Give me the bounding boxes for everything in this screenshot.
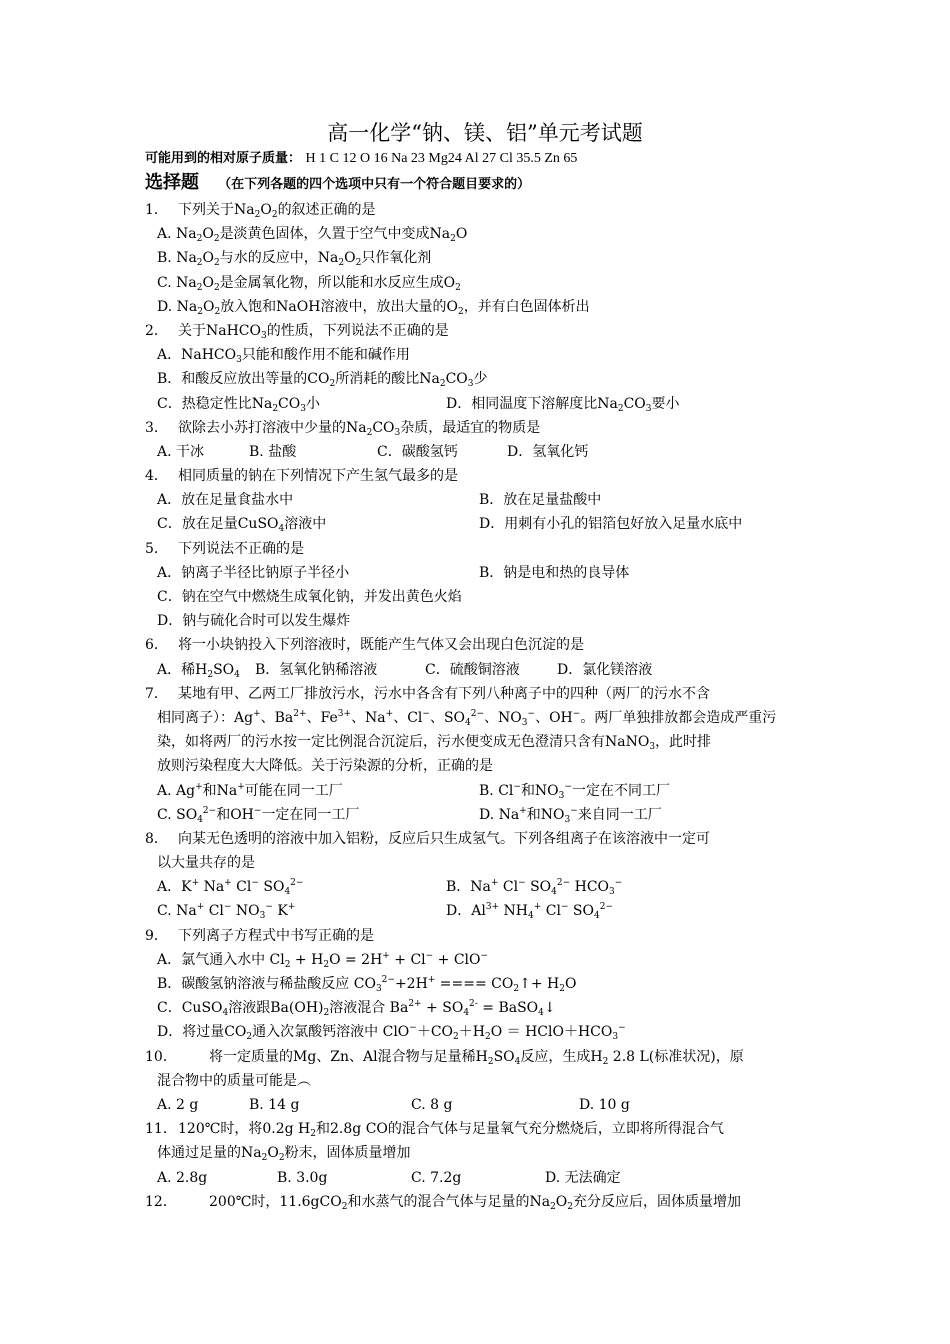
answer-option[interactable]: D．氢氧化钙 (507, 443, 589, 460)
question-stem-text: 将一定质量的Mg、Zn、Al混合物与足量稀$H_2SO_4$反应，生成$H_2$ 2.8 L(标准状况)，原 (209, 1048, 744, 1067)
question-number: 9． (145, 927, 168, 944)
answer-option[interactable]: A. Ag+和Na+可能在同一工厂 (157, 781, 343, 799)
question-stem (145, 319, 815, 343)
question-number: 12． (145, 1193, 177, 1210)
question-stem-text: 200℃时，11.6gCO$_2$和水蒸气的混合气体与足量的$Na_2O_2$充分反应后，固体质量增加 (209, 1193, 742, 1212)
answer-option[interactable]: D. 无法确定 (545, 1169, 621, 1186)
answer-option[interactable]: C. 8 g (411, 1096, 453, 1113)
answer-option[interactable]: B．Na+ Cl− $SO_4^{2-}$ $HCO_3^-$ (446, 878, 623, 898)
option-row (145, 367, 815, 391)
option-row (145, 246, 815, 270)
question-stem (145, 1190, 815, 1214)
question-stem-continued: 染，如将两厂的污水按一定比例混合沉淀后，污水便变成无色澄清只含有NaNO$_3$，此时排 (157, 734, 712, 753)
option-row (145, 392, 815, 416)
option-row (145, 875, 815, 899)
question-number: 1． (145, 202, 168, 218)
answer-option[interactable]: C. Na+ Cl− $NO_3^-$ K+ (157, 902, 296, 922)
answer-option[interactable]: A．钠离子半径比钠原子半径小 (157, 564, 350, 581)
answer-option[interactable]: C．硫酸铜溶液 (425, 661, 520, 678)
answer-option[interactable]: C．钠在空气中燃烧生成氧化钠，并发出黄色火焰 (157, 589, 462, 605)
question-stem-continued: 体通过足量的$Na_2O_2$粉末，固体质量增加 (157, 1145, 411, 1164)
atomic-masses-values: H 1 C 12 O 16 Na 23 Mg24 Al 27 Cl 35.5 Zn 65 (305, 151, 578, 166)
answer-option[interactable]: D．相同温度下溶解度比$Na_2CO_3$要小 (446, 395, 680, 414)
question-stem-text: 欲除去小苏打溶液中少量的$Na_2CO_3$杂质，最适宜的物质是 (178, 419, 541, 438)
answer-option[interactable]: D. Na+和$NO_3^-$来自同一工厂 (479, 805, 662, 825)
question-stem (145, 198, 815, 222)
option-row (145, 222, 815, 246)
question-stem (145, 1117, 815, 1141)
answer-option[interactable]: D. $Na_2O_2$放入饱和NaOH溶液中，放出大量的$O_2$，并有白色固体析出 (157, 298, 590, 317)
question-stem (145, 827, 815, 851)
answer-option[interactable]: A. 2.8g (157, 1169, 208, 1186)
question-stem-text: 下列关于$Na_2O_2$的叙述正确的是 (178, 202, 376, 220)
question-stem (145, 682, 815, 706)
question-stem-text: 关于NaHCO$_3$的性质，下列说法不正确的是 (178, 322, 449, 341)
option-row (145, 561, 815, 585)
question-stem (145, 464, 815, 488)
option-row (145, 1166, 815, 1190)
answer-option[interactable]: A．稀$H_2SO_4$ (157, 661, 240, 680)
option-row (145, 948, 815, 972)
question-stem (145, 633, 815, 657)
answer-option[interactable]: D．用刺有小孔的铝箔包好放入足量水底中 (479, 516, 743, 533)
question-list (145, 198, 815, 1214)
option-row (145, 512, 815, 536)
section-heading (145, 170, 815, 198)
answer-option[interactable]: C．CuSO$_4$溶液跟$Ba(OH)_2$溶液混合 $Ba^{2+} + SO_4^{2-}$ = BaSO$_4$↓ (157, 999, 556, 1019)
question-stem-text: 某地有甲、乙两工厂排放污水，污水中各含有下列八种离子中的四种（两厂的污水不含 (178, 685, 710, 702)
answer-option[interactable]: B．氢氧化钠稀溶液 (255, 661, 378, 678)
answer-option[interactable]: B．碳酸氢钠溶液与稀盐酸反应 $CO_3^{2-}+2H^+$ ==== $CO_2↑+ H_2O$ (157, 975, 577, 994)
option-row (145, 972, 815, 996)
question-stem-continued: 放则污染程度大大降低。关于污染源的分析，正确的是 (157, 758, 493, 775)
answer-option[interactable]: B. $Na_2O_2$与水的反应中，$Na_2O_2$只作氧化剂 (157, 250, 432, 269)
question-stem (145, 416, 815, 440)
option-row (145, 585, 815, 609)
answer-option[interactable]: C．碳酸氢钙 (377, 443, 458, 460)
question-number: 2． (145, 322, 168, 339)
answer-option[interactable]: B. 14 g (249, 1096, 300, 1113)
option-row (145, 899, 815, 923)
question-stem-continued: 混合物中的质量可能是︵ (157, 1072, 311, 1089)
answer-option[interactable]: B. 3.0g (277, 1169, 328, 1186)
question-stem-text: 向某无色透明的溶液中加入铝粉，反应后只生成氢气。下列各组离子在该溶液中一定可 (178, 830, 710, 847)
option-row (145, 271, 815, 295)
answer-option[interactable]: A．放在足量食盐水中 (157, 492, 294, 509)
atomic-masses-label: 可能用到的相对原子质量： (145, 151, 302, 166)
question-stem-continued: 以大量共存的是 (157, 855, 255, 872)
answer-option[interactable]: B．钠是电和热的良导体 (479, 564, 630, 581)
option-row (145, 779, 815, 803)
answer-option[interactable]: D. 10 g (579, 1096, 630, 1113)
question-number: 11． (145, 1121, 177, 1138)
answer-option[interactable]: A. 干冰 (157, 443, 205, 460)
answer-option[interactable]: D．钠与硫化合时可以发生爆炸 (157, 613, 351, 630)
question-number: 5． (145, 540, 168, 557)
question-number: 7． (145, 685, 168, 702)
answer-option[interactable]: C．放在足量CuSO$_4$溶液中 (157, 516, 327, 535)
question-number: 3． (145, 419, 168, 436)
answer-option[interactable]: B. 盐酸 (249, 443, 297, 460)
option-row (145, 295, 815, 319)
answer-option[interactable]: B．和酸反应放出等量的$CO_2$所消耗的酸比$Na_2CO_3$少 (157, 371, 488, 390)
answer-option[interactable]: C. 7.2g (411, 1169, 462, 1186)
exam-title: 高一化学“钠、镁、铝”单元考试题 (327, 121, 643, 145)
option-row (145, 440, 815, 464)
question-number: 8． (145, 830, 168, 847)
question-stem (145, 537, 815, 561)
exam-page (145, 118, 815, 1214)
answer-option[interactable]: B. Cl−和$NO_3^-$一定在不同工厂 (479, 781, 670, 801)
option-row (145, 803, 815, 827)
answer-option[interactable]: A．NaHCO$_3$只能和酸作用不能和碱作用 (157, 347, 410, 366)
answer-option[interactable]: B．放在足量盐酸中 (479, 492, 602, 509)
answer-option[interactable]: A．氯气通入水中 $Cl_2 + H_2O = 2H^+ + Cl^- + ClO^-$ (157, 950, 489, 970)
question-stem-text: 120℃时，将0.2g $H_2$和2.8g CO的混合气体与足量氧气充分燃烧后，立即将所得混合气 (178, 1121, 724, 1140)
question-stem (145, 1045, 815, 1069)
option-row (145, 996, 815, 1020)
option-row (145, 1020, 815, 1044)
option-row (145, 343, 815, 367)
answer-option[interactable]: C．热稳定性比$Na_2CO_3$小 (157, 395, 320, 414)
answer-option[interactable]: A. 2 g (157, 1096, 199, 1113)
answer-option[interactable]: D．将过量$CO_2$通入次氯酸钙溶液中 $ClO^-+CO_2+H_2O$ ＝ $HClO+HCO_3^-$ (157, 1023, 626, 1043)
answer-option[interactable]: A．K+ Na+ Cl− $SO_4^{2-}$ (157, 878, 304, 898)
atomic-masses (145, 148, 815, 170)
answer-option[interactable]: D．$Al^{3+}$ $NH_4^+$ Cl− $SO_4^{2-}$ (446, 902, 614, 922)
question-stem-continued: 相同离子）：Ag+、$Ba^{2+}$、$Fe^{3+}$、Na+、Cl−、$SO_4^{2-}$、$NO_3^-$、OH−。两厂单独排放都会造成严重污 (157, 708, 777, 728)
option-row (145, 658, 815, 682)
section-note: （在下列各题的四个选项中只有一个符合题目要求的） (218, 177, 531, 192)
question-number: 10． (145, 1048, 177, 1065)
question-number: 6． (145, 637, 168, 654)
question-stem-text: 下列说法不正确的是 (178, 540, 304, 557)
option-row (145, 488, 815, 512)
section-title: 选择题 (145, 172, 199, 193)
answer-option[interactable]: C. $Na_2O_2$是金属氧化物，所以能和水反应生成$O_2$ (157, 274, 461, 293)
option-row (145, 1093, 815, 1117)
answer-option[interactable]: A. $Na_2O_2$是淡黄色固体，久置于空气中变成$Na_2O$ (157, 226, 468, 245)
answer-option[interactable]: D．氯化镁溶液 (557, 661, 653, 678)
question-number: 4． (145, 468, 168, 485)
question-stem (145, 924, 815, 948)
answer-option[interactable]: C. $SO_4^{2-}$和OH−一定在同一工厂 (157, 805, 360, 825)
question-stem-text: 下列离子方程式中书写正确的是 (178, 927, 374, 944)
option-row (145, 609, 815, 633)
question-stem-text: 将一小块钠投入下列溶液时，既能产生气体又会出现白色沉淀的是 (178, 637, 584, 654)
question-stem-text: 相同质量的钠在下列情况下产生氢气最多的是 (178, 468, 458, 485)
